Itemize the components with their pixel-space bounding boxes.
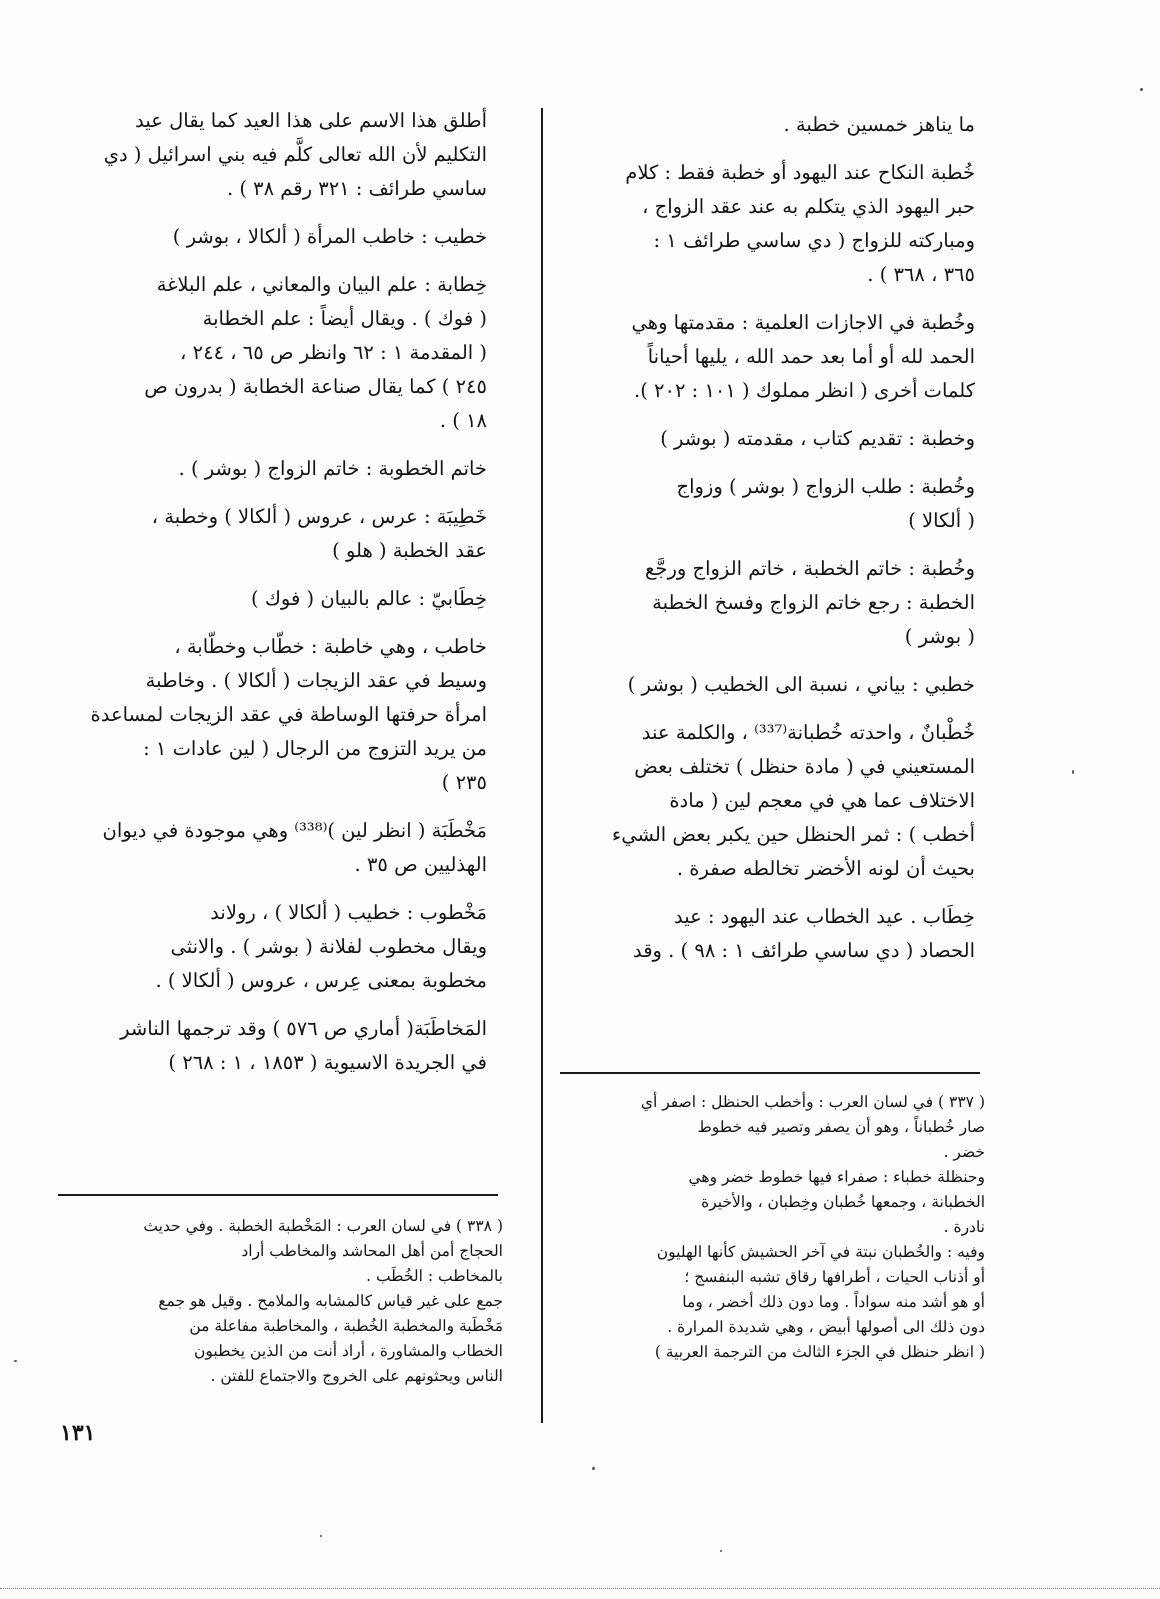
text-line: ١٨ ) . [439,409,487,432]
left-column [65,104,487,1094]
left-column-entry [65,500,487,568]
text-line: ٢٣٥ ) [441,771,487,794]
left-column-entry [65,220,487,254]
left-column-entry [65,630,487,800]
scan-speck [1140,88,1143,91]
text-line: الخطبة : رجع خاتم الزواج وفسخ الخطبة [652,591,975,614]
text-line: خَطِيبَة : عرس ، عروس ( ألكالا ) وخطبة ، [151,505,487,528]
right-column-entry [555,716,975,886]
text-line: ( ألكالا ) [908,509,975,532]
text-line: خاطب ، وهي خاطبة : خطّاب وخطّابة ، [174,635,487,658]
text-line: مَخْطوب : خطيب ( ألكالا ) ، رولاند [210,901,487,924]
text-line: وخُطبة : طلب الزواج ( بوشر ) وزواج [676,475,975,498]
text-line: وسيط في عقد الزيجات ( ألكالا ) . وخاطبة [145,669,487,692]
left-column-entry [65,896,487,998]
left-column-entry [65,268,487,438]
footnote-338 [55,1214,503,1389]
text-line: حبر اليهود الذي يتكلم به عند عقد الزواج ، [642,195,975,218]
footnote-line: صار خُطباناً ، وهو أن يصفر وتصير فيه خطوط [697,1118,985,1136]
footnote-rule-right [560,1072,980,1074]
text-line: خِطَابيّ : عالم بالبيان ( فوك ) [251,587,487,610]
right-column-entry [555,552,975,654]
footnote-line: أو هو أشد منه سواداً . وما دون ذلك أخضر ، وما [682,1293,985,1311]
footnote-line: دون ذلك الى أصولها أبيض ، وهي شديدة المرارة . [667,1318,985,1336]
footnote-rule-left [58,1194,498,1196]
text-line: خطيب : خاطب المرأة ( ألكالا ، بوشر ) [172,225,487,248]
text-line: ( فوك ) . ويقال أيضاً : علم الخطابة [202,307,487,330]
scan-edge [0,1588,1160,1590]
footnote-line: الخطاب والمشاورة ، أراد أنت من الذين يخطبون [194,1342,503,1360]
left-column-entry [65,1012,487,1080]
text-line: عقد الخطبة ( هلو ) [332,539,487,562]
text-line: أخطب ) : ثمر الحنظل حين يكبر بعض الشيء [612,823,975,846]
footnote-line: وحنظلة خطباء : صفراء فيها خطوط خضر وهي [688,1168,985,1186]
right-column-entry [555,422,975,456]
text-line: ويقال مخطوب لفلانة ( بوشر ) . والانثى [170,935,487,958]
scan-speck [320,1535,322,1537]
footnote-337 [555,1090,985,1365]
text-line: ٣٦٥ ، ٣٦٨ ) . [867,263,975,286]
left-column-entry [65,104,487,206]
text-line: الهذليين ص ٣٥ . [354,853,487,876]
text-line: خُطبة النكاح عند اليهود أو خطبة فقط : كلام [625,161,975,184]
footnote-line: أو أذناب الحيات ، أطرافها رقاق تشبه البنفسج ؛ [684,1268,985,1286]
right-column-entry [555,668,975,702]
footnote-line: نادرة . [943,1218,985,1236]
footnote-line: بالمخاطب : الخُطَب . [366,1267,503,1285]
footnote-line: جمع على غير قياس كالمشابه والملامح . وقيل هو جمع [158,1292,503,1310]
footnote-line: الخطبانة ، وجمعها خُطبان وخِطبان ، والأخيرة [701,1193,985,1211]
text-line: وخُطبة في الاجازات العلمية : مقدمتها وهي [631,311,975,334]
text-line: الحمد لله أو أما بعد حمد الله ، يليها أحياناً [647,345,975,368]
text-line: مخطوبة بمعنى عِرس ، عروس ( ألكالا ) . [155,969,487,992]
text-line: ٢٤٥ ) كما يقال صناعة الخطابة ( بدرون ص [144,375,487,398]
right-column-entry [555,108,975,142]
right-column-entry [555,900,975,968]
text-line: ( المقدمة ١ : ٦٢ وانظر ص ٦٥ ، ٢٤٤ ، [180,341,487,364]
footnote-line: خضر . [943,1143,985,1161]
text-line: خُطْبانٌ ، واحدته خُطبانة⁽³³⁷⁾ ، والكلمة عند [641,721,975,744]
text-line: الحصاد ( دي ساسي طرائف ١ : ٩٨ ) . وقد [632,939,975,962]
right-column-entry [555,156,975,292]
text-line: ما يناهز خمسين خطبة . [783,113,975,136]
text-line: خِطَاب . عيد الخطاب عند اليهود : عيد [673,905,975,928]
left-column-entry [65,814,487,882]
text-line: خطبي : بياني ، نسبة الى الخطيب ( بوشر ) [627,673,975,696]
text-line: وخُطبة : خاتم الخطبة ، خاتم الزواج ورجَّع [645,557,975,580]
page-number: ١٣١ [60,1420,96,1446]
text-line: مَخْطَبَة ( انظر لين )⁽³³⁸⁾ وهي موجودة في ديوان [102,819,487,842]
footnote-line: مَخْطَبة والمخطبة الخُطبة ، والمخاطبة مفاعلة من [189,1317,503,1335]
text-line: في الجريدة الاسيوية ( ١٨٥٣ ، ١ : ٢٦٨ ) [168,1051,487,1074]
text-line: المَخاطَبَة( أماري ص ٥٧٦ ) وقد ترجمها الناشر [120,1017,487,1040]
left-column-entry [65,452,487,486]
text-line: المستعيني في ( مادة حنظل ) تختلف بعض [634,755,975,778]
right-column-entry [555,306,975,408]
text-line: التكليم لأن الله تعالى كلَّم فيه بني اسرائيل ( دي [103,143,487,166]
text-line: من يريد التزوج من الرجال ( لين عادات ١ : [143,737,487,760]
text-line: بحيث أن لونه الأخضر تخالطه صفرة . [676,857,975,880]
text-line: ومباركته للزواج ( دي ساسي طرائف ١ : [653,229,975,252]
scan-speck [1072,770,1074,774]
column-divider [541,108,543,1423]
text-line: امرأة حرفتها الوساطة في عقد الزيجات لمساعدة [90,703,487,726]
footnote-line: ( ٣٣٧ ) في لسان العرب : وأخطب الحنظل : اصفر أي [640,1093,985,1111]
footnote-line: ( انظر حنظل في الجزء الثالث من الترجمة العربية ) [654,1343,985,1361]
left-column-entry [65,582,487,616]
text-line: ساسي طرائف : ٣٢١ رقم ٣٨ ) . [226,177,487,200]
footnote-line: وفيه : والخُطبان نبتة في آخر الحشيش كأنها الهليون [656,1243,985,1261]
right-column [555,108,975,982]
footnote-line: الحجاج أمن أهل المحاشد والمخاطب أراد [241,1242,503,1260]
scan-speck [592,1467,595,1470]
text-line: كلمات أخرى ( انظر مملوك ( ١٠١ : ٢٠٢ ). [634,379,975,402]
text-line: أطلق هذا الاسم على هذا العيد كما يقال عيد [135,109,487,132]
text-line: وخطبة : تقديم كتاب ، مقدمته ( بوشر ) [660,427,975,450]
text-line: ( بوشر ) [904,625,975,648]
footnote-line: الناس ويحثونهم على الخروج والاجتماع للفتن . [210,1367,503,1385]
right-column-entry [555,470,975,538]
footnote-line: ( ٣٣٨ ) في لسان العرب : المَخْطبة الخطبة . وفي حديث [143,1217,503,1235]
text-line: الاختلاف عما هي في معجم لين ( مادة [669,789,975,812]
text-line: خاتم الخطوبة : خاتم الزواج ( بوشر ) . [178,457,487,480]
text-line: خِطابة : علم البيان والمعاني ، علم البلاغة [156,273,487,296]
scan-speck [14,1360,17,1362]
scan-speck [720,1550,722,1552]
